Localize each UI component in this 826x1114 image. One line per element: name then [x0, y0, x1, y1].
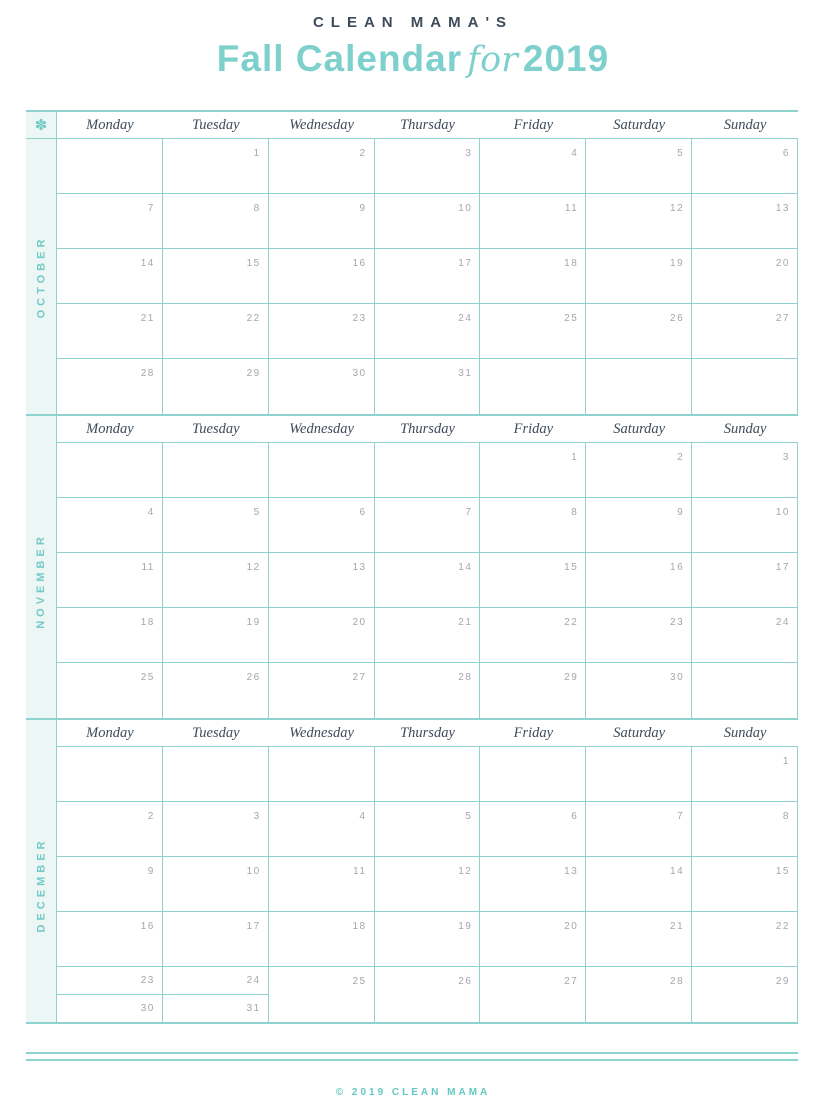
title-year: 2019: [522, 38, 610, 79]
day-cell: [57, 802, 163, 856]
day-cell: [163, 967, 268, 995]
day-number: 19: [670, 258, 685, 269]
day-cell: [692, 304, 798, 358]
day-cell: [269, 498, 375, 552]
day-cell: [480, 443, 586, 497]
day-number: 19: [246, 617, 261, 628]
day-cell: [375, 359, 481, 414]
day-cell: [375, 304, 481, 358]
day-cell: [480, 912, 586, 966]
strip-header-cell: [26, 112, 56, 139]
day-cell: [586, 498, 692, 552]
weekday-header-tuesday: Tuesday: [192, 116, 240, 133]
day-cell: [692, 747, 798, 801]
weekday-header-monday: Monday: [86, 116, 134, 133]
day-number: 28: [458, 672, 473, 683]
day-number: 30: [352, 368, 367, 379]
month-label-october: OCTOBER: [35, 235, 47, 318]
day-cell: [375, 967, 481, 1022]
day-number: 11: [564, 203, 579, 214]
day-number: 27: [352, 672, 367, 683]
day-cell: [480, 857, 586, 911]
day-cell: [692, 912, 798, 966]
day-cell: [480, 608, 586, 662]
day-cell: [163, 747, 269, 801]
footer-divider: [26, 1052, 798, 1061]
month-strip-october: [26, 112, 57, 414]
day-number: 9: [359, 203, 367, 214]
week-row: [57, 443, 798, 498]
day-cell: [692, 139, 798, 193]
day-cell: [692, 498, 798, 552]
day-number: 17: [458, 258, 473, 269]
day-number: 25: [564, 313, 579, 324]
day-cell: [375, 139, 481, 193]
day-number: 21: [670, 921, 685, 932]
day-cell: [57, 139, 163, 193]
weekday-header-tuesday: Tuesday: [192, 420, 240, 437]
day-cell: [480, 967, 586, 1022]
day-number: 6: [571, 811, 579, 822]
day-cell: [692, 249, 798, 303]
day-cell: [163, 359, 269, 414]
day-cell: [57, 747, 163, 801]
weekday-header-thursday: Thursday: [400, 724, 455, 741]
week-row: [57, 608, 798, 663]
day-number: 21: [140, 313, 155, 324]
day-number: 11: [141, 562, 155, 573]
day-cell: [586, 359, 692, 414]
day-cell-overflow: [163, 995, 268, 1022]
day-number: 6: [359, 507, 367, 518]
day-cell: [269, 553, 375, 607]
day-number: 29: [775, 976, 790, 987]
day-cell: [692, 359, 798, 414]
day-cell: [269, 443, 375, 497]
day-number: 9: [677, 507, 685, 518]
weekday-header-row: [57, 416, 798, 443]
day-number: 12: [458, 866, 473, 877]
day-number: 14: [140, 258, 155, 269]
month-strip-november: [26, 416, 57, 718]
month-block-november: [26, 416, 798, 720]
day-number: 18: [140, 617, 155, 628]
day-cell: [480, 139, 586, 193]
day-cell: [480, 747, 586, 801]
day-number: 31: [458, 368, 473, 379]
week-row: [57, 802, 798, 857]
day-number: 17: [775, 562, 790, 573]
weekday-header-tuesday: Tuesday: [192, 724, 240, 741]
day-number: 8: [571, 507, 579, 518]
day-number: 9: [147, 866, 155, 877]
day-cell: [57, 967, 162, 995]
day-cell: [375, 249, 481, 303]
day-cell: [692, 608, 798, 662]
day-cell: [57, 359, 163, 414]
day-cell: [57, 912, 163, 966]
weekday-header-thursday: Thursday: [400, 420, 455, 437]
strip-header-cell: [26, 416, 56, 443]
day-cell: [163, 498, 269, 552]
day-cell: [692, 663, 798, 718]
week-row: [57, 967, 798, 1022]
day-cell: [57, 857, 163, 911]
day-cell: [375, 608, 481, 662]
day-number: 5: [677, 148, 685, 159]
month-label-area: [26, 747, 56, 1022]
week-row: [57, 194, 798, 249]
day-cell: [163, 608, 269, 662]
day-cell: [163, 194, 269, 248]
day-cell: [57, 498, 163, 552]
day-cell: [480, 663, 586, 718]
day-number: 18: [352, 921, 367, 932]
day-cell: [269, 139, 375, 193]
week-row: [57, 304, 798, 359]
day-number: 29: [564, 672, 579, 683]
day-number: 31: [246, 1003, 261, 1014]
day-cell: [586, 553, 692, 607]
weekday-header-wednesday: Wednesday: [289, 116, 354, 133]
week-row: [57, 359, 798, 414]
month-label-area: [26, 443, 56, 718]
weekday-header-friday: Friday: [513, 420, 554, 437]
day-number: 16: [140, 921, 155, 932]
day-number: 23: [140, 975, 155, 986]
day-cell-overflow: [57, 995, 162, 1022]
day-cell: [163, 663, 269, 718]
day-number: 22: [246, 313, 261, 324]
day-number: 28: [140, 368, 155, 379]
day-cell: [57, 553, 163, 607]
day-cell: [586, 747, 692, 801]
day-number: 14: [670, 866, 685, 877]
day-number: 10: [246, 866, 261, 877]
day-number: 29: [246, 368, 261, 379]
week-row: [57, 912, 798, 967]
day-cell: [480, 553, 586, 607]
day-number: 28: [670, 976, 685, 987]
day-cell: [57, 304, 163, 358]
day-number: 27: [775, 313, 790, 324]
copyright-text: © 2019 CLEAN MAMA: [335, 1087, 491, 1098]
week-row: [57, 857, 798, 912]
month-label-area: [26, 139, 56, 414]
day-cell: [269, 608, 375, 662]
day-cell: [692, 967, 798, 1022]
month-grid-december: [57, 720, 798, 1022]
months-container: [26, 110, 798, 1024]
day-number: 15: [564, 562, 579, 573]
day-cell: [480, 498, 586, 552]
day-number: 4: [571, 148, 579, 159]
week-row: [57, 498, 798, 553]
day-number: 3: [253, 811, 261, 822]
month-label-december: DECEMBER: [35, 837, 48, 932]
day-cell: [163, 553, 269, 607]
day-cell: [269, 747, 375, 801]
day-number: 27: [564, 976, 579, 987]
day-number: 8: [253, 203, 261, 214]
day-number: 11: [353, 866, 367, 877]
day-number: 20: [775, 258, 790, 269]
day-number: 5: [253, 507, 261, 518]
day-number: 4: [359, 811, 367, 822]
day-number: 24: [775, 617, 790, 628]
day-cell: [586, 912, 692, 966]
day-cell: [269, 857, 375, 911]
day-number: 13: [564, 866, 579, 877]
day-cell: [375, 553, 481, 607]
day-number: 22: [564, 617, 579, 628]
day-number: 15: [246, 258, 261, 269]
day-number: 7: [147, 203, 155, 214]
page-header: [0, 0, 826, 82]
day-number: 1: [571, 452, 579, 463]
day-number: 16: [670, 562, 685, 573]
day-cell: [269, 359, 375, 414]
day-cell: [57, 663, 163, 718]
day-number: 24: [458, 313, 473, 324]
day-cell: [57, 443, 163, 497]
weekday-header-saturday: Saturday: [613, 116, 666, 133]
day-number: 8: [782, 811, 790, 822]
day-number: 30: [670, 672, 685, 683]
day-cell: [692, 802, 798, 856]
day-cell: [586, 139, 692, 193]
day-cell: [163, 802, 269, 856]
day-number: 23: [352, 313, 367, 324]
week-row: [57, 553, 798, 608]
day-number: 2: [677, 452, 685, 463]
day-cell: [269, 912, 375, 966]
day-cell: [586, 967, 692, 1022]
day-cell: [586, 304, 692, 358]
day-number: 22: [775, 921, 790, 932]
day-number: 18: [564, 258, 579, 269]
month-grid-october: [57, 112, 798, 414]
weekday-header-row: [57, 720, 798, 747]
day-number: 24: [246, 975, 261, 986]
day-number: 2: [147, 811, 155, 822]
day-cell: [586, 802, 692, 856]
day-number: 10: [458, 203, 473, 214]
day-cell: [163, 912, 269, 966]
brand-title: CLEAN MAMA'S: [312, 14, 514, 31]
day-number: 20: [352, 617, 367, 628]
strip-header-cell: [26, 720, 56, 747]
day-number: 13: [352, 562, 367, 573]
day-cell: [163, 139, 269, 193]
day-number: 30: [140, 1003, 155, 1014]
day-cell: [163, 857, 269, 911]
day-cell: [692, 194, 798, 248]
day-cell: [480, 802, 586, 856]
day-number: 26: [458, 976, 473, 987]
weekday-header-thursday: Thursday: [400, 116, 455, 133]
week-row: [57, 747, 798, 802]
day-cell: [269, 194, 375, 248]
weekday-header-monday: Monday: [86, 724, 134, 741]
day-cell: [375, 912, 481, 966]
month-strip-december: [26, 720, 57, 1022]
day-cell: [163, 967, 269, 1022]
month-label-november: NOVEMBER: [35, 532, 47, 629]
month-block-october: [26, 110, 798, 416]
day-cell: [692, 857, 798, 911]
day-cell: [269, 802, 375, 856]
day-number: 7: [677, 811, 685, 822]
day-cell: [480, 249, 586, 303]
day-number: 13: [775, 203, 790, 214]
day-cell: [375, 498, 481, 552]
day-cell: [375, 194, 481, 248]
day-cell: [57, 249, 163, 303]
day-cell: [692, 443, 798, 497]
weekday-header-sunday: Sunday: [723, 724, 767, 741]
weekday-header-saturday: Saturday: [613, 724, 666, 741]
month-grid-november: [57, 416, 798, 718]
weekday-header-monday: Monday: [86, 420, 134, 437]
day-number: 5: [465, 811, 473, 822]
day-cell: [269, 304, 375, 358]
title-script-word: for: [467, 40, 518, 80]
day-cell: [586, 663, 692, 718]
day-cell: [586, 443, 692, 497]
day-cell: [163, 304, 269, 358]
day-number: 10: [775, 507, 790, 518]
day-cell: [375, 747, 481, 801]
day-cell: [586, 857, 692, 911]
asterisk-flower-icon: ✽: [34, 116, 48, 134]
day-cell: [375, 663, 481, 718]
day-cell: [269, 249, 375, 303]
day-number: 1: [782, 756, 790, 767]
day-cell: [586, 249, 692, 303]
day-number: 20: [564, 921, 579, 932]
day-cell: [163, 443, 269, 497]
day-cell: [480, 359, 586, 414]
week-row: [57, 663, 798, 718]
day-cell: [480, 304, 586, 358]
day-number: 26: [670, 313, 685, 324]
day-number: 12: [670, 203, 685, 214]
day-cell: [480, 194, 586, 248]
day-number: 12: [246, 562, 261, 573]
day-number: 26: [246, 672, 261, 683]
day-number: 21: [458, 617, 473, 628]
day-cell: [57, 967, 163, 1022]
day-number: 4: [147, 507, 155, 518]
day-number: 25: [352, 976, 367, 987]
day-cell: [586, 194, 692, 248]
day-number: 15: [775, 866, 790, 877]
day-cell: [163, 249, 269, 303]
day-number: 3: [465, 148, 473, 159]
day-cell: [57, 194, 163, 248]
day-cell: [375, 802, 481, 856]
day-cell: [269, 967, 375, 1022]
day-number: 16: [352, 258, 367, 269]
weekday-header-wednesday: Wednesday: [289, 420, 354, 437]
day-number: 6: [782, 148, 790, 159]
day-number: 14: [458, 562, 473, 573]
day-number: 1: [253, 148, 261, 159]
week-row: [57, 139, 798, 194]
day-cell: [375, 857, 481, 911]
day-number: 17: [246, 921, 261, 932]
day-cell: [57, 608, 163, 662]
day-number: 19: [458, 921, 473, 932]
day-number: 3: [782, 452, 790, 463]
title-main: Fall Calendar: [216, 38, 463, 79]
weekday-header-friday: Friday: [513, 116, 554, 133]
week-row: [57, 249, 798, 304]
weekday-header-saturday: Saturday: [613, 420, 666, 437]
day-number: 25: [140, 672, 155, 683]
day-cell: [375, 443, 481, 497]
day-number: 2: [359, 148, 367, 159]
day-cell: [586, 608, 692, 662]
day-number: 7: [465, 507, 473, 518]
weekday-header-wednesday: Wednesday: [289, 724, 354, 741]
day-cell: [692, 553, 798, 607]
weekday-header-row: [57, 112, 798, 139]
month-block-december: [26, 720, 798, 1024]
weekday-header-sunday: Sunday: [723, 116, 767, 133]
page-title: [0, 37, 826, 82]
weekday-header-friday: Friday: [513, 724, 554, 741]
weekday-header-sunday: Sunday: [723, 420, 767, 437]
day-cell: [269, 663, 375, 718]
day-number: 23: [670, 617, 685, 628]
